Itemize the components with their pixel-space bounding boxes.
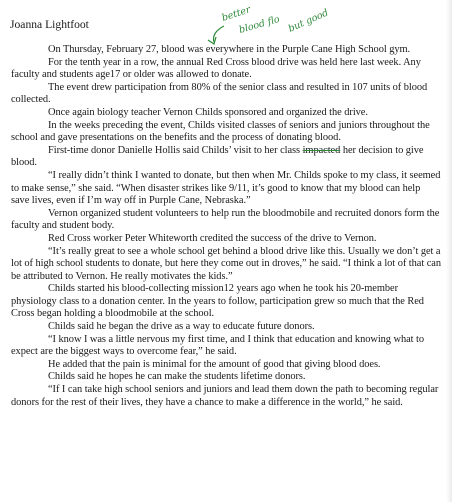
paragraph-9: Red Cross worker Peter Whiteworth credited the success of the drive to Vernon. (48, 232, 377, 244)
paragraph-15: Childs said he hopes he can make the students lifetime donors. (48, 371, 306, 383)
paragraph-3: The event drew participation from 80% of the senior class and resulted in 107 units of blood collected. (11, 81, 428, 106)
paragraph-14: He added that the pain is minimal for the amount of good that giving blood does. (48, 358, 381, 370)
paragraph-7: “I really didn’t think I wanted to donate, but then when Mr. Childs spoke to my class, it seemed to make sense,” she said. “When disaster strikes like 9/11, it’s good to know that my blood can help save lives, even if I’m way off in Purple Cane, Nebraska.” (11, 169, 441, 207)
paragraph-11: Childs started his blood-collecting mission12 years ago when he took his 20-member physiology class to a donation center. In the years to follow, participation grew so much that the Red Cross began holding a bloodmobile at the school. (11, 283, 424, 320)
paragraph-8: Vernon organized student volunteers to help run the bloodmobile and recruited donors form the faculty and student body. (11, 207, 440, 232)
article-body (11, 44, 441, 409)
paragraph-12: Childs said he began the drive as a way to educate future donors. (48, 321, 315, 333)
paragraph-6-after: her decision to give blood. (11, 144, 424, 169)
annotation-text-blood-flow: blood flo (237, 13, 281, 36)
paragraph-6-before: First-time donor Danielle Hollis said Childs’ visit to her class (48, 144, 303, 156)
page-edge-shadow (446, 0, 452, 502)
paragraph-13: “I know I was a little nervous my first time, and I think that education and knowing what to expect are the biggest ways to overcome fear,” he said. (11, 333, 425, 358)
annotation-text-but-good: but good (286, 7, 331, 35)
paragraph-6 (11, 145, 441, 170)
paragraph-1: On Thursday, February 27, blood was everywhere in the Purple Cane High School gym. (48, 44, 411, 55)
annotation-arrow-head (208, 37, 216, 44)
struck-word: impacted (302, 144, 341, 156)
paragraph-2: For the tenth year in a row, the annual Red Cross blood drive was held here last week. Any faculty and students age17 or older was allowed to donate. (11, 56, 421, 81)
annotation-text-better: better (220, 4, 252, 24)
annotation-arrow-line (213, 26, 224, 42)
paragraph-16: “If I can take high school seniors and juniors and lead them down the path to becoming regular donors for the rest of their lives, they have a chance to make a difference in the world,” he said. (11, 384, 439, 408)
author-name: Joanna Lightfoot (10, 18, 89, 31)
paragraph-10: “It’s really great to see a whole school get behind a blood drive like this. Usually we don’t get a lot of high school students to donate, but here they come out in droves,” he said. “I think a lot of that can be attributed to Vernon. He really motivates the kids.” (11, 245, 441, 282)
paragraph-4: Once again biology teacher Vernon Childs sponsored and organized the drive. (48, 106, 368, 118)
paragraph-5: In the weeks preceding the event, Childs visited classes of seniors and juniors throughout the school and gave presentations on the benefits and the process of donating blood. (11, 119, 430, 144)
